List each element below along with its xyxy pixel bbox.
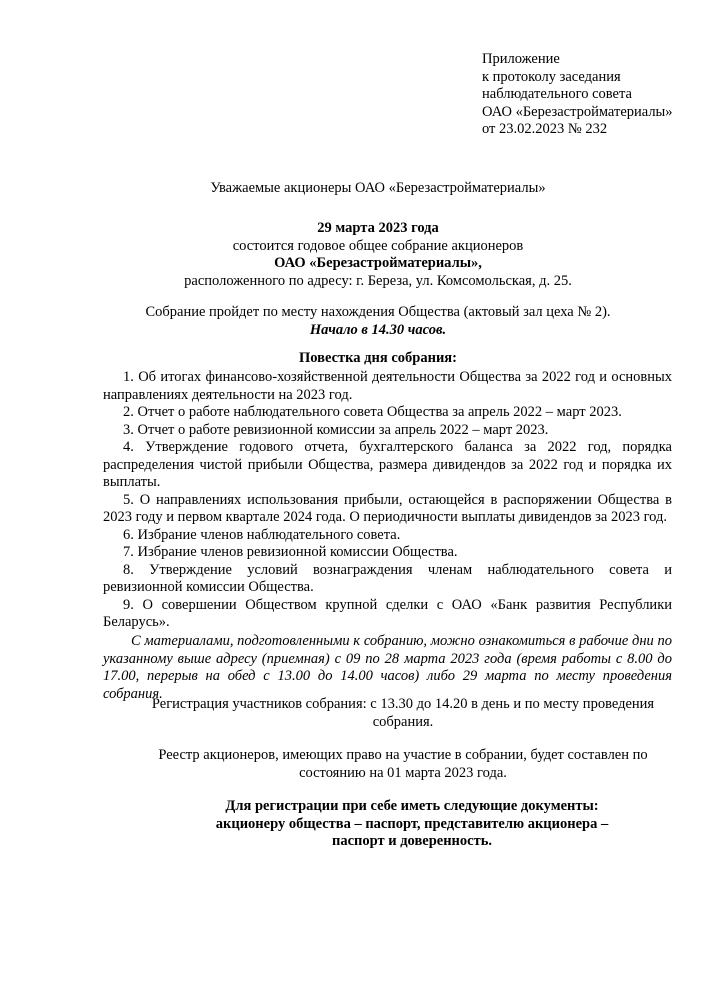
- appendix-line: ОАО «Березастройматериалы»: [482, 103, 673, 120]
- company-name: ОАО «Березастройматериалы»,: [274, 255, 482, 271]
- agenda-item: 7. Избрание членов ревизионной комиссии Общества.: [123, 544, 458, 560]
- appendix-line: наблюдательного совета: [482, 86, 632, 102]
- venue-place: Собрание пройдет по месту нахождения Общества (актовый зал цеха № 2).: [145, 304, 611, 320]
- meeting-announcement: [118, 220, 638, 290]
- agenda-title: Повестка дня собрания:: [299, 350, 457, 366]
- documents-line: Для регистрации при себе иметь следующие документы:: [225, 798, 599, 814]
- agenda-item: 8. Утверждение условий вознаграждения членам наблюдательного совета и ревизионной комиссии Общества.: [103, 561, 672, 595]
- greeting: Уважаемые акционеры ОАО «Березастройматериалы»: [210, 180, 546, 196]
- appendix-line: к протоколу заседания: [482, 68, 621, 85]
- registration-info: Регистрация участников собрания: с 13.30 до 14.20 в день и по месту проведения собрания.: [151, 696, 655, 730]
- agenda-item: 5. О направлениях использования прибыли, остающейся в распоряжении Общества в 2023 году и первом квартале 2024 года. О периодичности выплаты дивидендов за 2023 год.: [103, 491, 672, 525]
- company-address: расположенного по адресу: г. Береза, ул. Комсомольская, д. 25.: [184, 272, 572, 289]
- appendix-line: Приложение: [482, 51, 560, 67]
- appendix-header: [482, 51, 697, 139]
- agenda-list: [103, 369, 672, 632]
- agenda-item: 4. Утверждение годового отчета, бухгалтерского баланса за 2022 год, порядка распределения чистой прибыли Общества, размера дивидендов за 2022 год и порядка их выплаты.: [103, 439, 672, 490]
- start-time: Начало в 14.30 часов.: [309, 321, 447, 338]
- agenda-item: 3. Отчет о работе ревизионной комиссии за апрель 2022 – март 2023.: [123, 421, 549, 438]
- agenda-item: 1. Об итогах финансово-хозяйственной деятельности Общества за 2022 год и основных направлениях деятельности на 2023 год.: [103, 369, 672, 403]
- meeting-date: 29 марта 2023 года: [317, 220, 439, 236]
- agenda-item: 6. Избрание членов наблюдательного совета.: [123, 526, 401, 543]
- meeting-line: состоится годовое общее собрание акционеров: [232, 237, 524, 254]
- agenda-item: 9. О совершении Обществом крупной сделки с ОАО «Банк развития Республики Беларусь».: [103, 596, 672, 630]
- materials-notice: С материалами, подготовленными к собранию, можно ознакомиться в рабочие дни по указанному выше адресу (приемная) с 09 по 28 марта 2023 года (время работы с 8.00 до 17.00, перерыв на обед с 13.00 до 14.00 часов) либо 29 марта по месту проведения собрания.: [103, 633, 672, 702]
- documents-line: паспорт и доверенность.: [331, 833, 493, 849]
- documents-line: акционеру общества – паспорт, представителю акционера –: [215, 815, 609, 832]
- registry-info: Реестр акционеров, имеющих право на участие в собрании, будет составлен по состоянию на 01 марта 2023 года.: [158, 747, 648, 781]
- agenda-item: 2. Отчет о работе наблюдательного совета Общества за апрель 2022 – март 2023.: [123, 404, 622, 420]
- appendix-line: от 23.02.2023 № 232: [482, 121, 608, 137]
- venue-info: [118, 304, 638, 339]
- required-documents: [148, 798, 676, 851]
